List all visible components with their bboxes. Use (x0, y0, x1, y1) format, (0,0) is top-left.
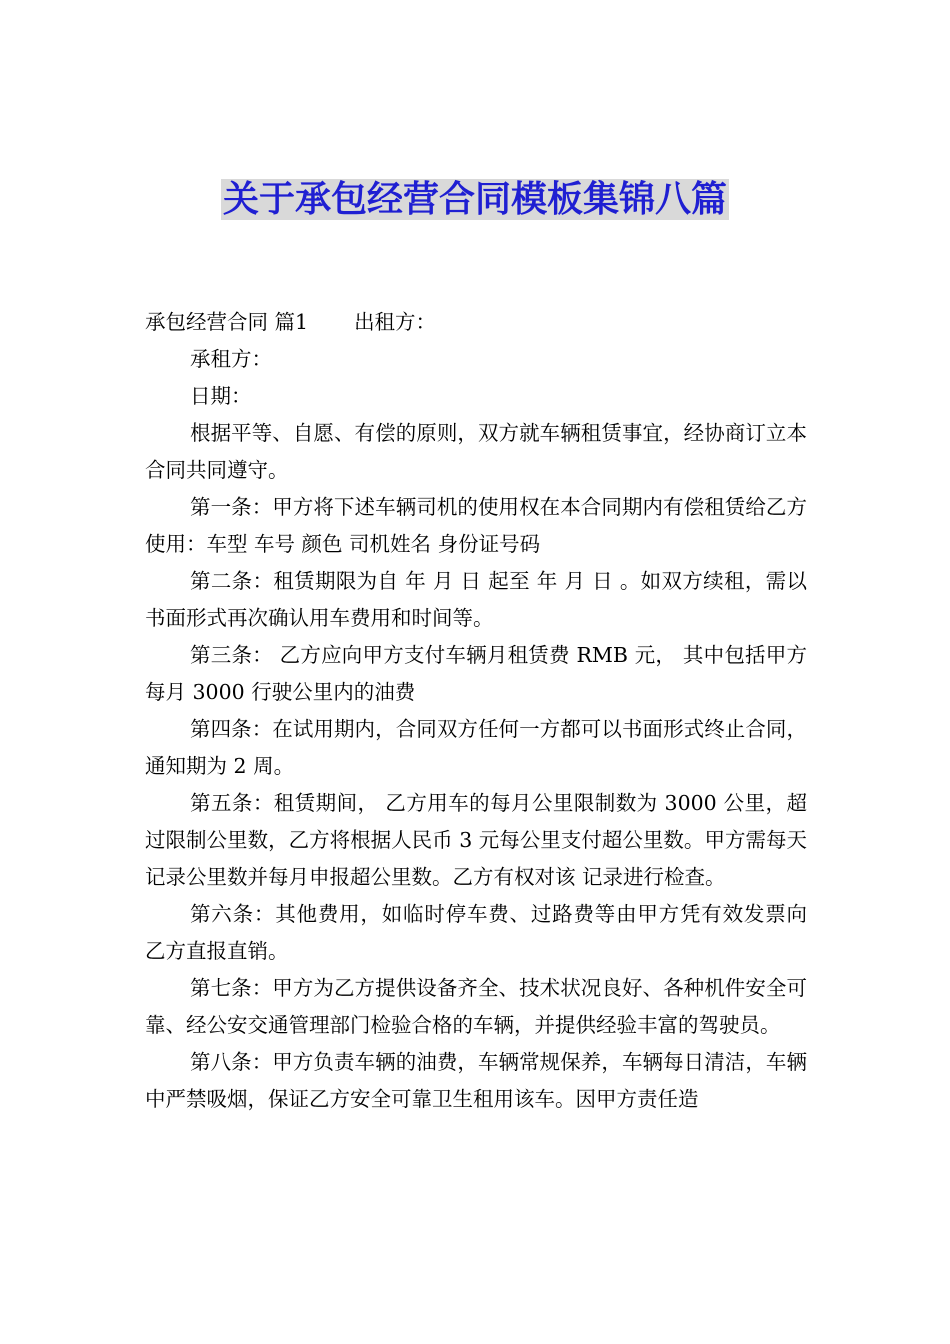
paragraph-article-6: 第六条：其他费用，如临时停车费、过路费等由甲方凭有效发票向 乙方直报直销。 (145, 902, 807, 963)
lessee-label: 承租方： (190, 347, 272, 371)
contract-heading: 承包经营合同 篇1 (145, 310, 309, 334)
paragraph-preamble: 根据平等、自愿、有偿的原则，双方就车辆租赁事宜，经协商订立本合同共同遵守。 (145, 421, 807, 482)
paragraph-article-3: 第三条： 乙方应向甲方支付车辆月租赁费 RMB 元， 其中包括甲方每月 3000 行驶公里内的油费 (145, 643, 807, 704)
paragraph-article-8: 第八条：甲方负责车辆的油费，车辆常规保养，车辆每日清洁，车辆中严禁吸烟，保证乙方安全可靠卫生租用该车。因甲方责任造 (145, 1050, 807, 1111)
paragraph-article-2: 第二条：租赁期限为自 年 月 日 起至 年 月 日 。如双方续租，需以书面形式再次确认用车费用和时间等。 (145, 569, 807, 630)
lessor-label: 出租方： (354, 310, 437, 334)
paragraph-article-4: 第四条：在试用期内，合同双方任何一方都可以书面形式终止合同，通知期为 2 周。 (145, 717, 807, 778)
paragraph-article-5: 第五条：租赁期间， 乙方用车的每月公里限制数为 3000 公里，超过限制公里数，乙方将根据人民币 3 元每公里支付超公里数。甲方需每天记录公里数并每月申报超公里数。乙方有权对该 记录进行检查。 (145, 791, 807, 889)
paragraph-article-1: 第一条：甲方将下述车辆司机的使用权在本合同期内有偿租赁给乙方使用：车型 车号 颜色 司机姓名 身份证号码 (145, 495, 807, 556)
document-title (0, 178, 950, 222)
document-body (145, 304, 807, 1118)
paragraph-article-7: 第七条：甲方为乙方提供设备齐全、技术状况良好、各种机件安全可靠、经公安交通管理部门检验合格的车辆，并提供经验丰富的驾驶员。 (145, 976, 807, 1037)
date-label: 日期： (190, 384, 252, 408)
document-title-text: 关于承包经营合同模板集锦八篇 (222, 179, 727, 220)
heading-line (145, 304, 807, 341)
